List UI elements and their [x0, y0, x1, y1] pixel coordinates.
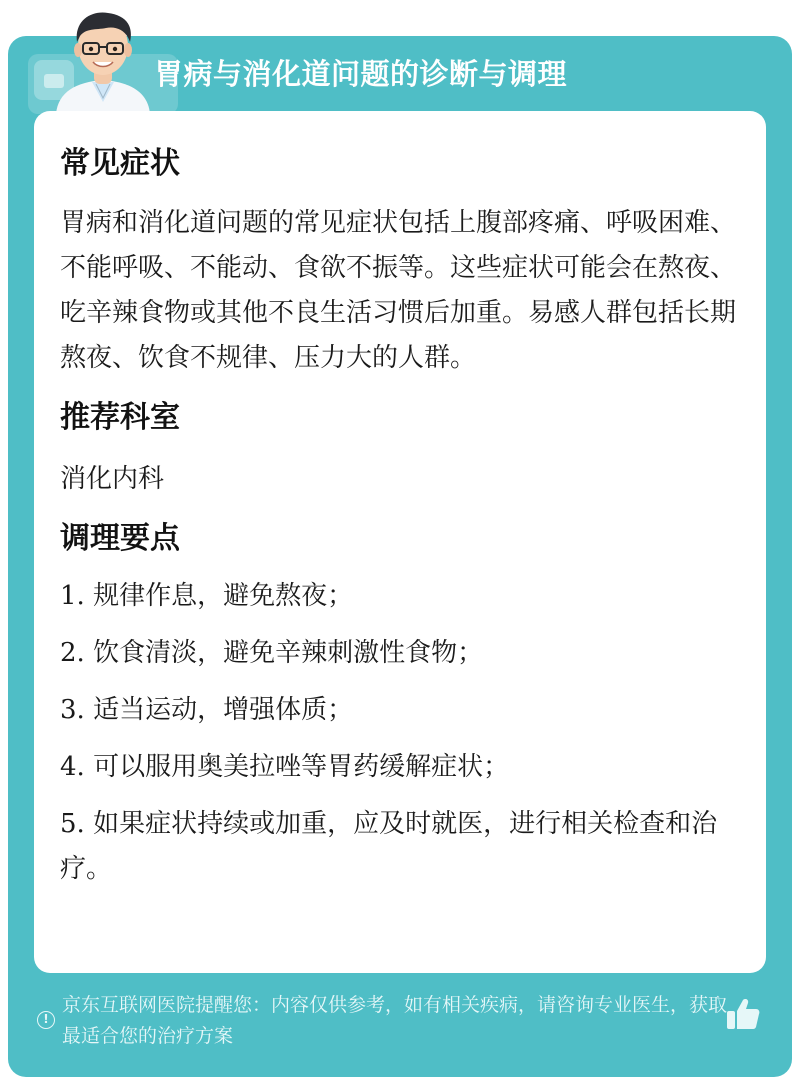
- care-list: [60, 574, 740, 892]
- symptoms-heading: 常见症状: [60, 146, 180, 181]
- list-item-text: 规律作息，避免熬夜；: [93, 581, 354, 611]
- thumbs-up-icon[interactable]: [725, 996, 761, 1032]
- list-item: [60, 574, 740, 619]
- page-title: 胃病与消化道问题的诊断与调理: [154, 57, 568, 91]
- list-item: [60, 745, 740, 790]
- list-item-number: 2.: [60, 638, 85, 668]
- list-item-number: 5.: [60, 809, 85, 839]
- list-item: [60, 688, 740, 733]
- list-item-text: 饮食清淡，避免辛辣刺激性食物；: [93, 638, 484, 668]
- doctor-avatar: [48, 6, 158, 114]
- info-icon: !: [37, 1011, 55, 1029]
- content-card: [34, 111, 766, 973]
- list-item-number: 4.: [60, 752, 85, 782]
- disclaimer-text: 京东互联网医院提醒您：内容仅供参考，如有相关疾病，请咨询专业医生，获取最适合您的治疗方案: [62, 994, 728, 1047]
- list-item-number: 1.: [60, 581, 85, 611]
- care-heading: 调理要点: [60, 521, 180, 556]
- department-text: 消化内科: [60, 464, 165, 494]
- list-item-text: 可以服用奥美拉唑等胃药缓解症状；: [93, 752, 510, 782]
- list-item: [60, 631, 740, 676]
- list-item-number: 3.: [60, 695, 85, 725]
- list-item-text: 如果症状持续或加重，应及时就医，进行相关检查和治疗。: [60, 809, 718, 884]
- list-item-text: 适当运动，增强体质；: [93, 695, 354, 725]
- list-item: [60, 802, 740, 892]
- symptoms-text: 胃病和消化道问题的常见症状包括上腹部疼痛、呼吸困难、不能呼吸、不能动、食欲不振等。这些症状可能会在熬夜、吃辛辣食物或其他不良生活习惯后加重。易感人群包括长期熬夜、饮食不规律、压力大的人群。: [60, 208, 737, 373]
- department-heading: 推荐科室: [60, 400, 180, 435]
